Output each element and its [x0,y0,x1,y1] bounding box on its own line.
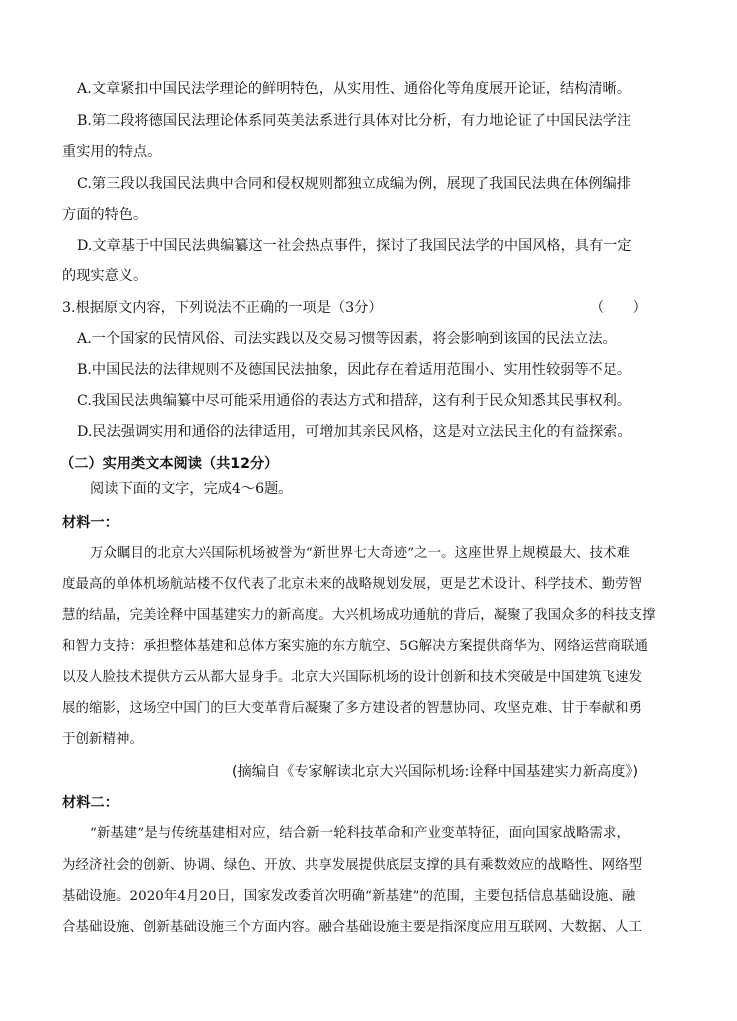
material1-heading: 材料一： [62,515,119,531]
q3-option-d: D.民法强调实用和通俗的法律适用，可增加其亲民风格，这是对立法民主化的有益探索。 [77,424,632,440]
material2-line: 为经济社会的创新、协调、绿色、开放、共享发展提供底层支撑的具有乘数效应的战略性、网络型 [62,858,643,873]
material1-source: (摘编自《专家解读北京大兴国际机场:诠释中国基建实力新高度》) [232,764,639,780]
q3-stem: 3.根据原文内容，下列说法不正确的一项是（3分） [62,300,383,316]
material2-line: “新基建”是与传统基建相对应，结合新一轮科技革命和产业变革特征，面向国家战略需求， [90,826,631,841]
q3-option-c: C.我国民法典编纂中尽可能采用通俗的表达方式和措辞，这有利于民众知悉其民事权利。 [77,393,631,409]
q2-option-b-line1: B.第二段将德国民法理论体系同英美法系进行具体对比分析，有力地论证了中国民法学注 [77,113,632,129]
material2-line: 基础设施。2020年4月20日，国家发改委首次明确“新基建”的范围，主要包括信息基础设施、融 [62,889,636,904]
material1-line: 于创新精神。 [62,732,143,747]
section-instruction: 阅读下面的文字，完成4～6题。 [90,481,293,497]
q2-option-a: A.文章紧扣中国民法学理论的鲜明特色，从实用性、通俗化等角度展开论证，结构清晰。 [77,81,631,97]
material1-line: 和智力支持：承担整体基建和总体方案实施的东方航空、5G解决方案提供商华为、网络运营商联通 [62,639,649,654]
q2-option-d-line1: D.文章基于中国民法典编纂这一社会热点事件，探讨了我国民法学的中国风格，具有一定 [77,238,632,254]
material1-line: 展的缩影，这场空中国门的巨大变革背后凝聚了多方建设者的智慧协同、攻坚克难、甘于奉献和勇 [62,701,643,716]
q2-option-c-line2: 方面的特色。 [62,207,148,223]
material2-line: 合基础设施、创新基础设施三个方面内容。融合基础设施主要是指深度应用互联网、大数据、人工 [62,920,643,935]
section-title: （二）实用类文本阅读（共12分） [60,456,279,472]
q3-option-b: B.中国民法的法律规则不及德国民法抽象，因此存在着适用范围小、实用性较弱等不足。 [77,362,632,378]
material1-line: 万众瞩目的北京大兴国际机场被誉为“新世界七大奇迹”之一。这座世界上规模最大、技术难 [90,546,631,561]
material1-line: 度最高的单体机场航站楼不仅代表了北京未来的战略规划发展，更是艺术设计、科学技术、勤劳智 [62,577,643,592]
material1-line: 慧的结晶，完美诠释中国基建实力的新高度。大兴机场成功通航的背后，凝聚了我国众多的科技支撑 [62,608,656,623]
q2-option-d-line2: 的现实意义。 [62,268,148,284]
q3-answer-blank: （ ） [590,300,647,316]
q2-option-b-line2: 重实用的特点。 [62,144,162,160]
material2-heading: 材料二： [62,795,119,811]
q3-option-a: A.一个国家的民情风俗、司法实践以及交易习惯等因素，将会影响到该国的民法立法。 [77,331,617,347]
q2-option-c-line1: C.第三段以我国民法典中合同和侵权规则都独立成编为例，展现了我国民法典在体例编排 [77,176,631,192]
material1-line: 以及人脸技术提供方云从都大显身手。北京大兴国际机场的设计创新和技术突破是中国建筑飞速发 [62,670,643,685]
